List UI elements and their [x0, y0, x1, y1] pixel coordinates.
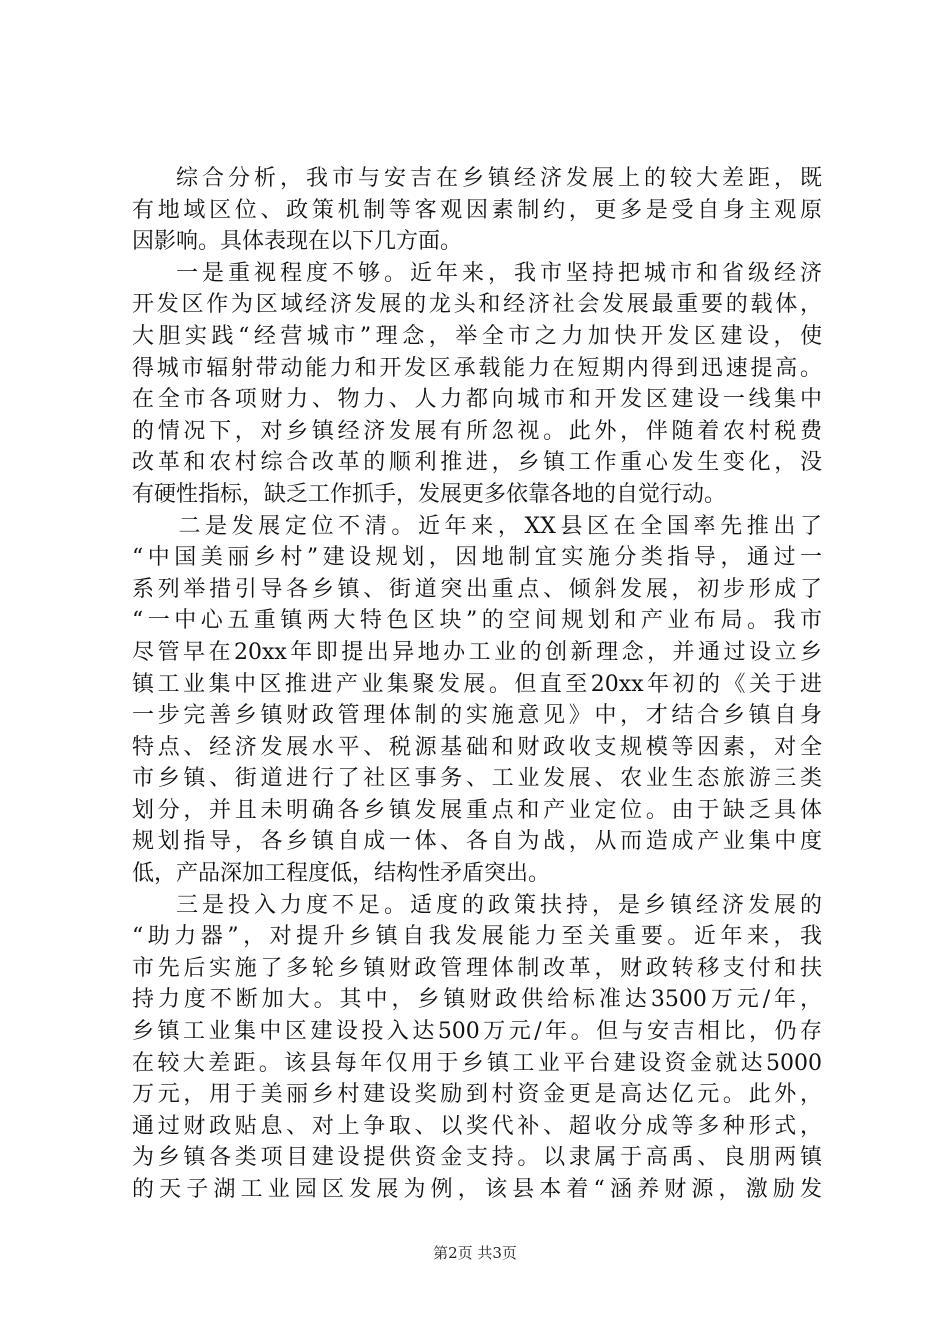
text-line: 开发区作为区域经济发展的龙头和经济社会发展最重要的载体，: [132, 292, 822, 318]
text-line: 得城市辐射带动能力和开发区承载能力在短期内得到迅速提高。: [132, 355, 822, 381]
text-line: 镇工业集中区推进产业集聚发展。但直至20xx年初的《关于进: [132, 671, 822, 697]
text-line: 通过财政贴息、对上争取、以奖代补、超收分成等多种形式，: [132, 1113, 822, 1139]
text-line: 万元，用于美丽乡村建设奖励到村资金更是高达亿元。此外，: [132, 1082, 822, 1108]
text-line: 乡镇工业集中区建设投入达500万元/年。但与安吉相比，仍存: [132, 1019, 822, 1045]
text-line: 三是投入力度不足。适度的政策扶持，是乡镇经济发展的: [132, 892, 822, 918]
text-line: 特点、经济发展水平、税源基础和财政收支规模等因素，对全: [132, 734, 822, 760]
text-line: 为乡镇各类项目建设提供资金支持。以隶属于高禹、良朋两镇: [132, 1145, 822, 1171]
body-text: [132, 163, 822, 1206]
text-line: “中国美丽乡村”建设规划，因地制宜实施分类指导，通过一: [132, 545, 822, 571]
text-line: “助力器”，对提升乡镇自我发展能力至关重要。近年来，我: [132, 924, 822, 950]
text-line: 在较大差距。该县每年仅用于乡镇工业平台建设资金就达5000: [132, 1050, 822, 1076]
text-line: 改革和农村综合改革的顺利推进，乡镇工作重心发生变化，没: [132, 450, 822, 476]
text-line: 系列举措引导各乡镇、街道突出重点、倾斜发展，初步形成了: [132, 576, 822, 602]
text-line: 有地域区位、政策机制等客观因素制约，更多是受自身主观原: [132, 197, 822, 223]
text-line: 因影响。具体表现在以下几方面。: [132, 229, 463, 255]
text-line: 划分，并且未明确各乡镇发展重点和产业定位。由于缺乏具体: [132, 797, 822, 823]
text-line: 一是重视程度不够。近年来，我市坚持把城市和省级经济: [132, 260, 822, 286]
text-line: 在全市各项财力、物力、人力都向城市和开发区建设一线集中: [132, 387, 822, 413]
text-line: 大胆实践“经营城市”理念，举全市之力加快开发区建设，使: [132, 323, 822, 349]
text-line: 综合分析，我市与安吉在乡镇经济发展上的较大差距，既: [132, 166, 822, 191]
text-line: 一步完善乡镇财政管理体制的实施意见》中，才结合乡镇自身: [132, 703, 822, 729]
text-line: “一中心五重镇两大特色区块”的空间规划和产业布局。我市: [132, 608, 822, 634]
text-line: 二是发展定位不清。近年来，XX县区在全国率先推出了: [132, 513, 822, 539]
text-line: 尽管早在20xx年即提出异地办工业的创新理念，并通过设立乡: [132, 639, 822, 665]
text-line: 市先后实施了多轮乡镇财政管理体制改革，财政转移支付和扶: [132, 955, 822, 981]
text-line: 的天子湖工业园区发展为例，该县本着“涵养财源，激励发: [132, 1177, 822, 1202]
page-footer: 第2页 共3页: [433, 1244, 517, 1262]
text-line: 低，产品深加工程度低，结构性矛盾突出。: [132, 861, 551, 887]
text-line: 有硬性指标，缺乏工作抓手，发展更多依靠各地的自觉行动。: [132, 481, 727, 507]
text-line: 市乡镇、街道进行了社区事务、工业发展、农业生态旅游三类: [132, 766, 822, 792]
text-line: 的情况下，对乡镇经济发展有所忽视。此外，伴随着农村税费: [132, 418, 822, 444]
text-line: 规划指导，各乡镇自成一体、各自为战，从而造成产业集中度: [132, 829, 822, 855]
text-line: 持力度不断加大。其中，乡镇财政供给标准达3500万元/年，: [132, 987, 822, 1013]
